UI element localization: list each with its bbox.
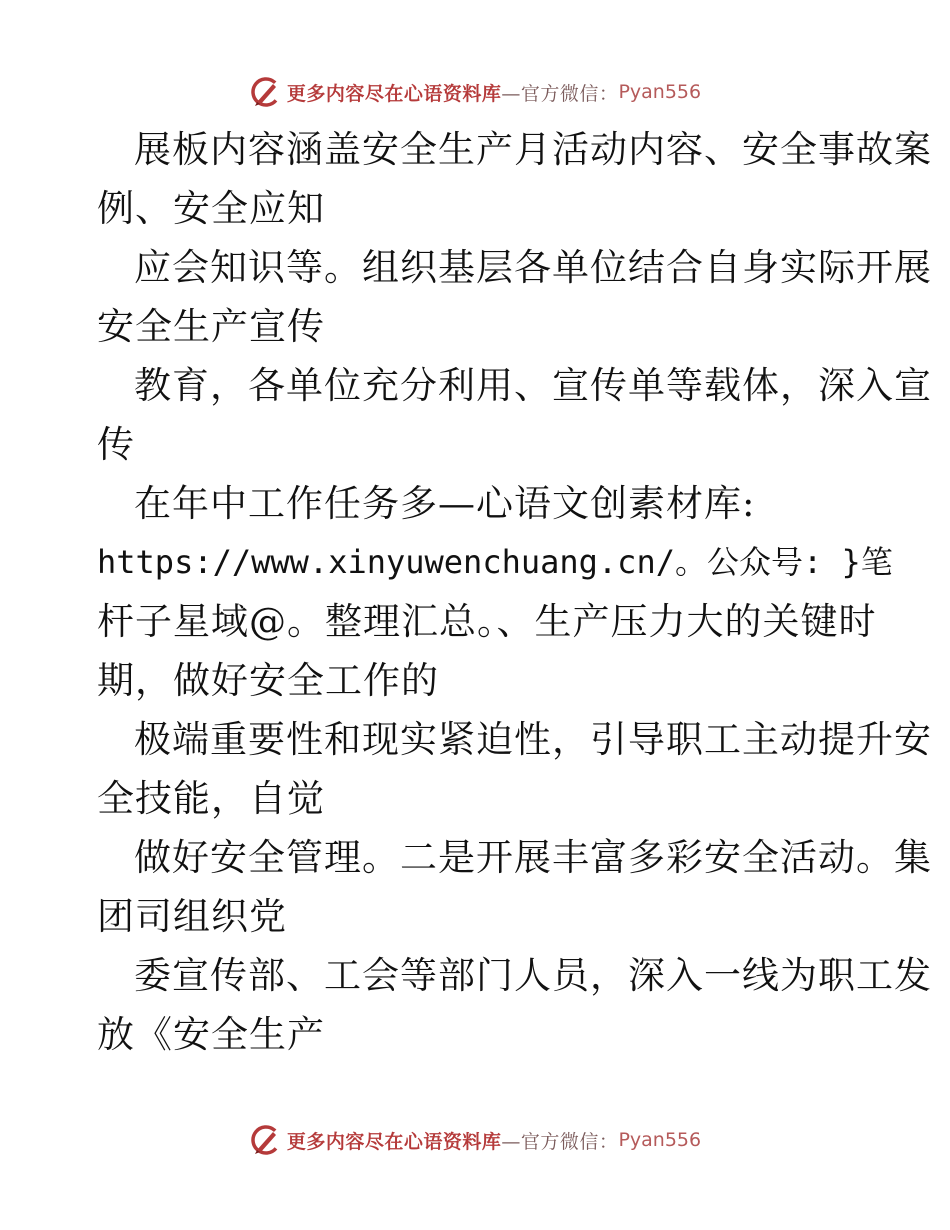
footer-banner-wechat-label: —官方微信： [501,1130,619,1153]
text-line-url: https://www.xinyuwenchuang.cn/。公众号: }笔 [97,543,893,581]
header-banner-wechat-label: —官方微信： [501,82,619,105]
text-line: 传 [97,423,135,466]
brush-logo-icon [249,75,283,109]
footer-banner-wechat-id: Pyan556 [618,1129,702,1151]
text-line: 安全生产宣传 [97,305,325,348]
text-line: 做好安全管理。二是开展丰富多彩安全活动。集 [134,836,932,879]
header-banner-wechat-id: Pyan556 [618,81,702,103]
text-line: 展板内容涵盖安全生产月活动内容、安全事故案 [134,128,932,171]
text-line: 在年中工作任务多—心语文创素材库: [134,482,756,525]
text-line: 委宣传部、工会等部门人员，深入一线为职工发 [134,954,932,997]
header-banner [0,72,950,112]
header-banner-title: 更多内容尽在心语资料库 [286,82,502,105]
text-line: 全技能，自觉 [97,777,325,820]
footer-banner [0,1120,950,1160]
text-line: 例、安全应知 [97,187,325,230]
text-line: 团司组织党 [97,895,287,938]
text-line: 放《安全生产 [97,1013,325,1056]
text-line: 应会知识等。组织基层各单位结合自身实际开展 [134,246,932,289]
text-line: 极端重要性和现实紧迫性，引导职工主动提升安 [134,718,932,761]
brush-logo-icon [249,1123,283,1157]
text-line: 教育，各单位充分利用、宣传单等载体，深入宣 [134,364,932,407]
text-line: 期，做好安全工作的 [97,659,439,702]
footer-banner-title: 更多内容尽在心语资料库 [286,1130,502,1153]
text-line: 杆子星域@。整理汇总。、生产压力大的关键时 [97,600,877,643]
